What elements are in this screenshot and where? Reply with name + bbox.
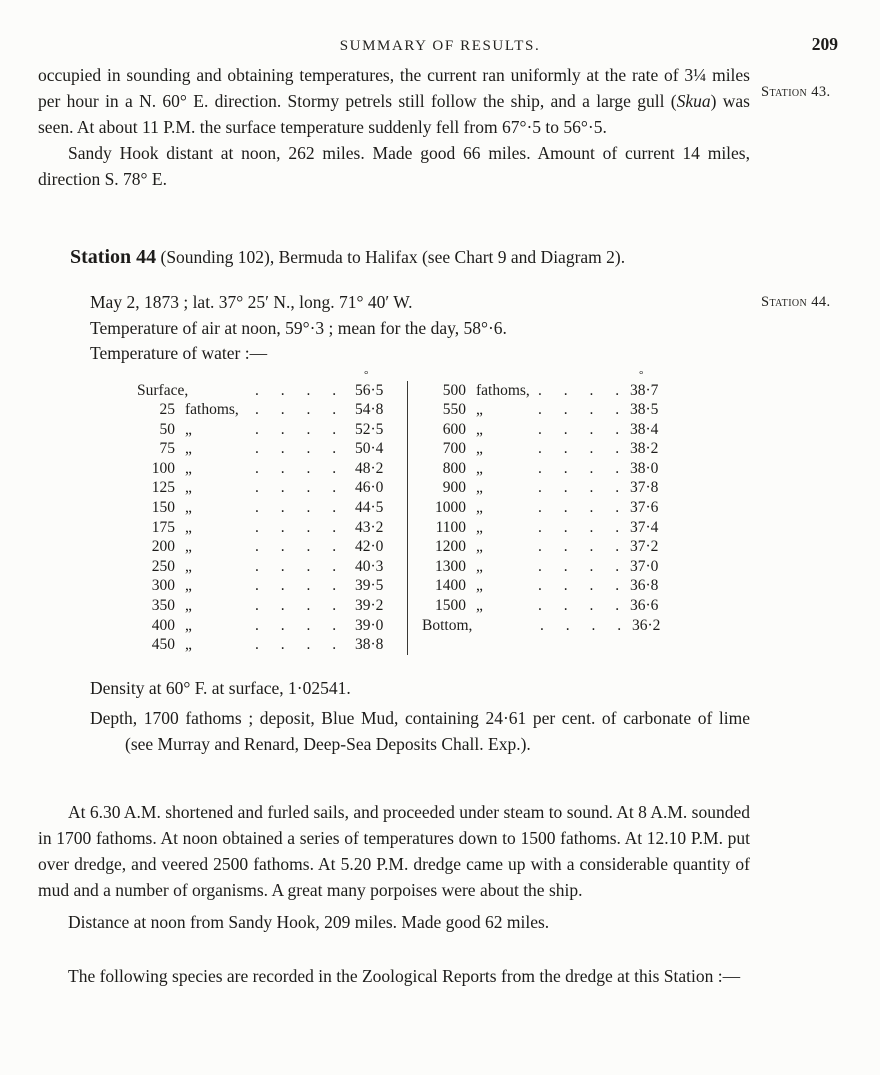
table-row [422,478,674,498]
temperature-value: 50·4 [355,440,384,458]
running-title: SUMMARY OF RESULTS. [339,38,541,54]
temperature-value: 39·5 [355,577,384,595]
dot-leader: . . . . [538,538,620,556]
ditto-mark: „ [185,459,192,477]
paragraph-species-intro: The following species are recorded in the Zoological Reports from the dredge at this Station :— [68,965,741,986]
depth-label: 75 [159,440,175,458]
degree-mark: ° [364,368,369,381]
margin-note-station-43: Station 43. [761,84,831,100]
depth-deposit-line: Depth, 1700 fathoms ; deposit, Blue Mud, containing 24·61 per cent. of carbonate of lime (see Murray and Renard, Deep-Sea Deposits Chall. Exp.). [90,707,750,754]
ditto-mark: „ [476,499,483,517]
ditto-mark: „ [476,557,483,575]
depth-label: 100 [151,459,175,477]
temperature-text: 38·7 [630,381,659,399]
ditto-mark: „ [185,420,192,438]
dot-leader: . . . . [255,459,337,477]
table-row [137,478,397,498]
paragraph-distance: Distance at noon from Sandy Hook, 209 miles. Made good 62 miles. [68,911,550,932]
depth-label: 800 [442,459,466,477]
table-row [422,459,674,479]
temperature-value: 37·8 [630,479,659,497]
paragraph-steam-dredge: At 6.30 A.M. shortened and furled sails, and proceeded under steam to sound. At 8 A.M. sounded in 1700 fathoms. At noon obtained a series of temperatures down to 1500 fathoms. At 12.10 P.M. put over dredge, and veered 2500 fathoms. At 5.20 P.M. dredge came up with a considerable quantity of mud and a number of organisms. A great many porpoises were about the ship. [38,801,750,900]
dot-leader: . . . . [538,440,620,458]
depth-label: Surface, [137,381,189,399]
dot-leader: . . . . [538,499,620,517]
table-row [422,518,674,538]
dot-leader: . . . . [255,577,337,595]
paragraph-sandy-hook: Sandy Hook distant at noon, 262 miles. Made good 66 miles. Amount of current 14 miles, direction S. 78° E. [38,143,750,189]
dot-leader: . . . . [538,518,620,536]
table-row [422,498,674,518]
depth-label: Bottom, [422,616,473,634]
depth-label: 150 [151,499,175,517]
depth-label: 550 [442,401,466,419]
depth-label: 1200 [435,538,466,556]
ditto-mark: „ [476,538,483,556]
temperature-value: 37·0 [630,557,659,575]
dot-leader: . . . . [255,636,337,654]
dot-leader: . . . . [255,557,337,575]
table-row [422,596,674,616]
depth-label: 500 [442,381,466,399]
depth-label: 250 [151,557,175,575]
ditto-mark: „ [185,479,192,497]
density-line: Density at 60° F. at surface, 1·02541. [90,677,351,698]
temperature-value: 37·2 [630,538,659,556]
ditto-mark: „ [476,577,483,595]
table-row [422,557,674,577]
ditto-mark: „ [476,440,483,458]
temperature-table [137,368,750,655]
degree-mark: ° [639,368,644,381]
text-block [0,62,880,989]
dot-leader: . . . . [538,557,620,575]
table-row [137,459,397,479]
depth-label: 200 [151,538,175,556]
table-row [137,439,397,459]
table-row [137,420,397,440]
table-row [422,439,674,459]
page-number: 209 [811,34,838,54]
dot-leader: . . . . [255,420,337,438]
table-row [137,400,397,420]
page-header [0,0,880,62]
dot-leader: . . . . [255,401,337,419]
temperature-value: 38·2 [630,440,659,458]
ditto-mark: „ [476,518,483,536]
depth-label: 700 [442,440,466,458]
dot-leader: . . . . [255,499,337,517]
dot-leader: . . . . [538,597,620,615]
table-row [137,635,397,655]
dot-leader: . . . . [538,479,620,497]
temperature-value: 46·0 [355,479,384,497]
table-left-column [137,368,408,655]
depth-label: 350 [151,597,175,615]
dot-leader: . . . . [255,616,337,634]
ditto-mark: „ [476,420,483,438]
temperature-value: 36·8 [630,577,659,595]
temperature-value: 39·0 [355,616,384,634]
depth-label: 125 [151,479,175,497]
table-row [137,596,397,616]
date-position-line: May 2, 1873 ; lat. 37° 25′ N., long. 71° 40′ W. [90,292,413,312]
depth-label: 900 [442,479,466,497]
depth-label: 400 [151,616,175,634]
dot-leader: . . . . [538,381,620,399]
ditto-mark: „ [476,459,483,477]
table-row [422,537,674,557]
ditto-mark: „ [476,597,483,615]
ditto-mark: „ [185,440,192,458]
table-row [422,420,674,440]
temperature-value: 39·2 [355,597,384,615]
temperature-value: 38·5 [630,401,659,419]
temperature-value: 42·0 [355,538,384,556]
table-row [137,537,397,557]
dot-leader: . . . . [538,420,620,438]
temperature-value [630,368,672,401]
temperature-text: 56·5 [355,381,384,399]
dot-leader: . . . . [255,538,337,556]
depth-label: 25 [159,401,175,419]
ditto-mark: „ [185,557,192,575]
depth-label: 300 [151,577,175,595]
dot-leader: . . . . [255,518,337,536]
dot-leader: . . . . [538,459,620,477]
table-row [137,518,397,538]
ditto-mark: „ [185,538,192,556]
dot-leader: . . . . [255,440,337,458]
depth-label: 175 [151,518,175,536]
table-row [137,368,397,401]
temperature-value: 36·2 [632,616,661,634]
ditto-mark: „ [185,518,192,536]
depth-label: 1300 [435,557,466,575]
ditto-mark: „ [185,616,192,634]
station-44-subtitle: (Sounding 102), Bermuda to Halifax (see Chart 9 and Diagram 2). [156,247,626,267]
italic-species-skua: Skua [676,91,711,111]
temperature-value: 38·0 [630,459,659,477]
margin-note-station-44: Station 44. [761,294,831,310]
depth-label: 1400 [435,577,466,595]
water-temperature-label: Temperature of water :— [90,343,268,363]
depth-unit: fathoms, [185,401,239,419]
depth-label: 1100 [435,518,466,536]
dot-leader: . . . . [540,616,622,634]
paragraph-station43-continued [38,62,750,140]
observation-lines [38,290,750,367]
dot-leader: . . . . [538,401,620,419]
paragraph-text: occupied in sounding and obtaining temperatures, the current ran uniformly at the rate of 3¼ miles per hour in a N. 60° E. direction. Stormy petrels still follow the ship, and a large gull ( [38,65,750,111]
temperature-value: 37·4 [630,518,659,536]
table-row [422,368,674,401]
temperature-value: 44·5 [355,499,384,517]
table-row [137,498,397,518]
dot-leader: . . . . [255,381,337,399]
station-44-title: Station 44 [70,246,157,268]
ditto-mark: „ [185,499,192,517]
temperature-value [355,368,397,401]
temperature-value: 38·8 [355,636,384,654]
dot-leader: . . . . [255,597,337,615]
temperature-value: 48·2 [355,459,384,477]
ditto-mark: „ [476,401,483,419]
air-temperature-line: Temperature of air at noon, 59°·3 ; mean for the day, 58°·6. [90,317,507,338]
depth-label: 450 [151,636,175,654]
temperature-value: 38·4 [630,420,659,438]
ditto-mark: „ [185,597,192,615]
table-row [137,616,397,636]
station-44-heading [70,242,750,272]
table-row [422,400,674,420]
table-row [137,576,397,596]
table-row [422,616,674,636]
ditto-mark: „ [476,479,483,497]
table-row [422,576,674,596]
temperature-value: 54·8 [355,401,384,419]
ditto-mark: „ [185,577,192,595]
dot-leader: . . . . [538,577,620,595]
table-row [137,557,397,577]
temperature-value: 36·6 [630,597,659,615]
dot-leader: . . . . [255,479,337,497]
temperature-value: 52·5 [355,420,384,438]
depth-label: 1500 [435,597,466,615]
depth-unit: fathoms, [476,381,530,399]
temperature-value: 40·3 [355,557,384,575]
depth-label: 50 [159,420,175,438]
temperature-value: 37·6 [630,499,659,517]
table-right-column [408,368,674,655]
temperature-value: 43·2 [355,518,384,536]
paragraph-text: ) was seen. At about 11 P.M. the surface temperature suddenly fell from 67°·5 to 56°·5. [38,91,750,137]
depth-label: 600 [442,420,466,438]
depth-label: 1000 [435,499,466,517]
ditto-mark: „ [185,636,192,654]
